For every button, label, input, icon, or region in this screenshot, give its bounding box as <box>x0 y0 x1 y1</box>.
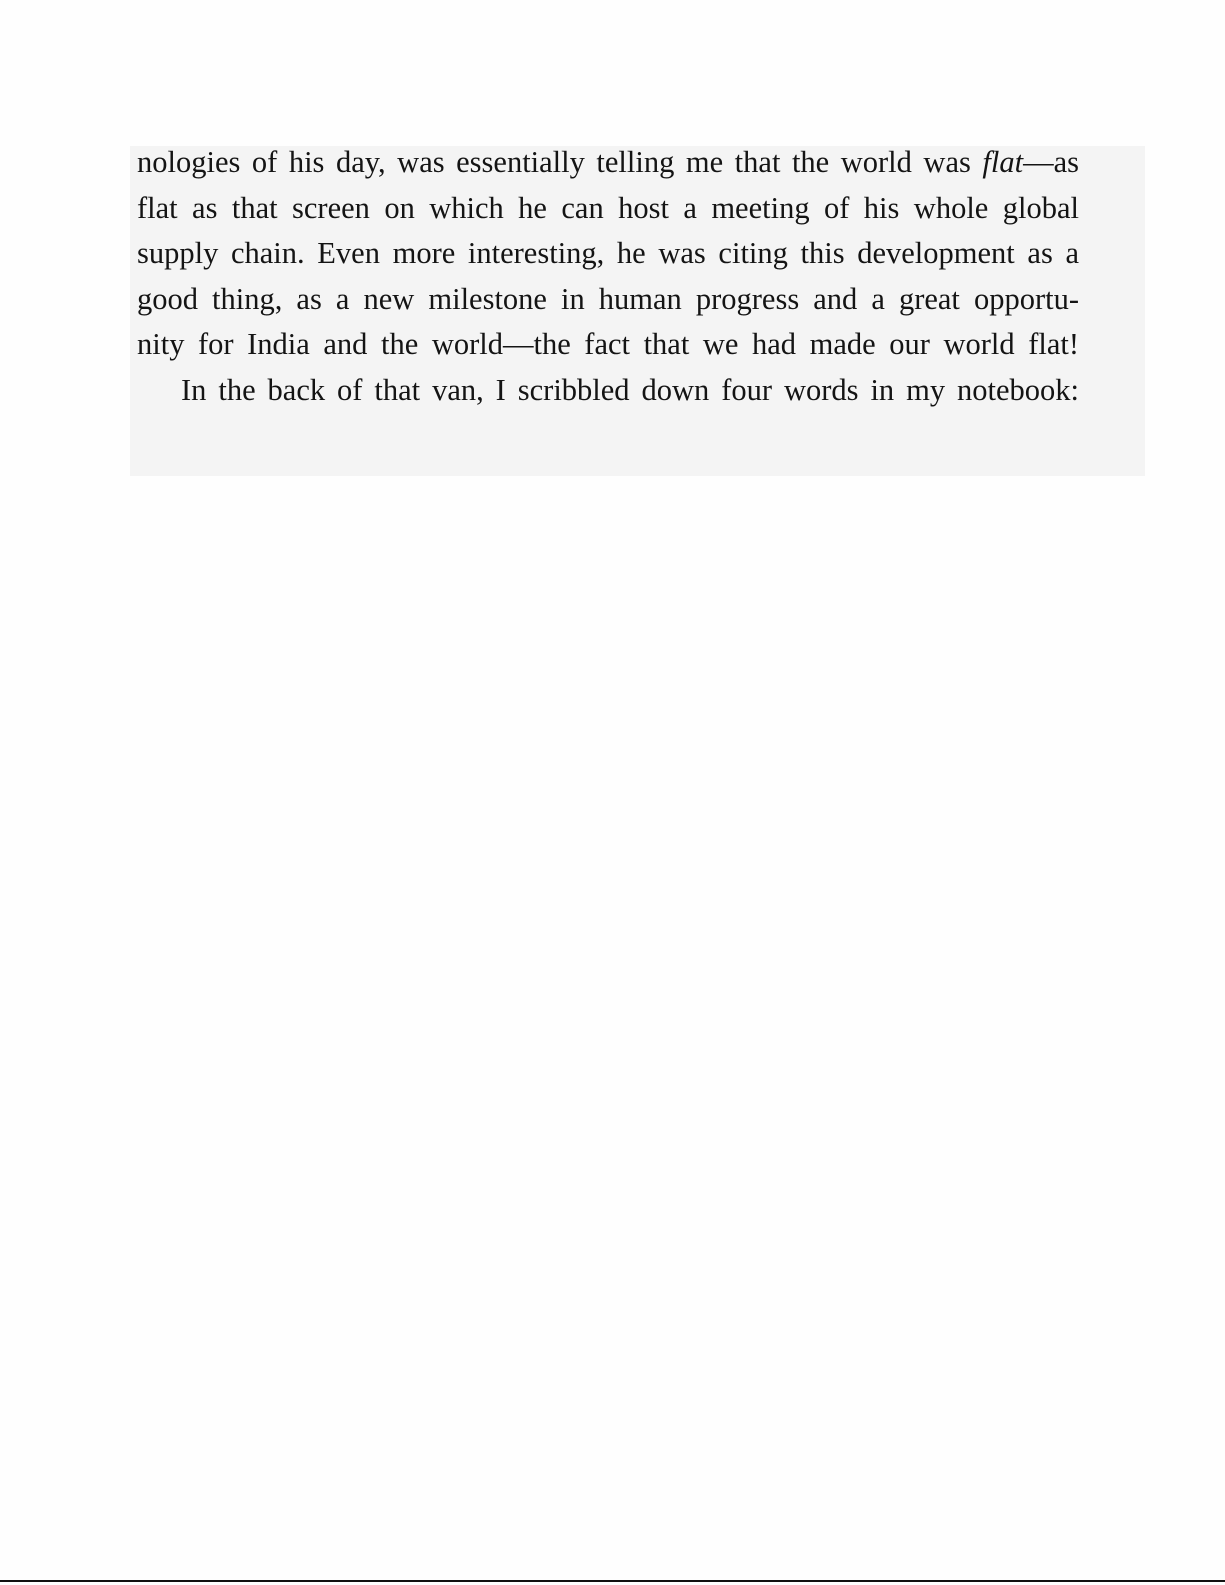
text-line-1-end: —as <box>1023 145 1079 179</box>
text-line-4: good thing, as a new milestone in human progress and a great opportu- <box>137 281 1079 316</box>
text-line-1-start: nologies of his day, was essentially telling me that the world was <box>137 145 983 179</box>
text-line-1 <box>137 140 1079 186</box>
emphasized-word: flat <box>982 145 1024 179</box>
text-line-5: nity for India and the world—the fact that we had made our world flat! <box>137 327 1079 361</box>
text-line-3: supply chain. Even more interesting, he was citing this development as a <box>137 236 1079 270</box>
text-line-6-paragraph-start: In the back of that van, I scribbled down four words in my notebook: <box>181 372 1079 407</box>
page-bottom-edge <box>0 1580 1225 1582</box>
text-line-2: flat as that screen on which he can host a meeting of his whole global <box>137 190 1079 225</box>
page-body-text <box>137 140 1079 413</box>
